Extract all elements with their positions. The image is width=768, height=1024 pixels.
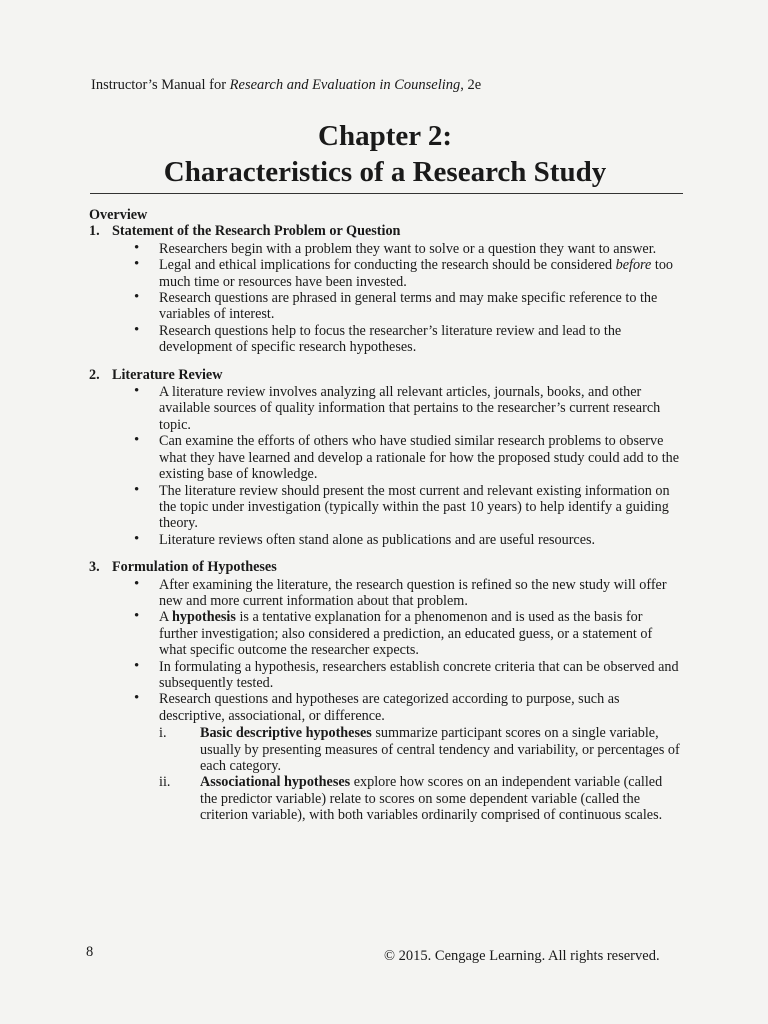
list-item [89,774,681,823]
chapter-number: Chapter 2: [318,120,452,152]
section-heading [89,223,681,239]
subitem-term: Basic descriptive hypotheses [200,725,372,742]
bullet-text: A literature review involves analyzing all relevant articles, journals, books, and other available sources of quality information that pertains to the researcher’s current research topic. [159,384,661,433]
bullet-text: Research questions are phrased in general terms and may make specific reference to the variables of interest. [159,290,658,323]
bullet-icon: • [134,690,140,707]
sub-list [89,725,681,823]
roman-numeral: i. [159,725,167,742]
list-item [89,257,681,290]
list-item [89,323,681,356]
section-1 [89,223,681,355]
chapter-title [90,118,680,190]
bullet-text: A [159,609,173,626]
roman-numeral: ii. [159,774,171,791]
bullet-list [89,384,681,548]
list-item [89,290,681,323]
bullet-emphasis: before [615,257,652,274]
page-content [89,207,681,824]
bullet-text: Can examine the efforts of others who have studied similar research problems to observe what they have learned and develop a rationale for how the proposed study could add to the existing base of knowledge. [159,433,680,483]
subitem-text: explore how scores on an independent variable (called the predictor variable) relate to scores on some dependent variable (called the criterion variable), with both variables ordinarily comprised of continuous scales. [200,774,663,824]
bullet-icon: • [134,608,140,625]
bullet-text: is a tentative explanation for a phenomenon and is used as the basis for further investigation; also considered a prediction, an educated guess, or a statement of what specific outcome the researcher expects. [159,609,653,659]
section-title: Formulation of Hypotheses [112,559,277,576]
list-item [89,725,681,774]
overview-heading: Overview [89,207,148,223]
bullet-icon: • [134,239,140,256]
bullet-text: Legal and ethical implications for conducting the research should be considered [159,257,616,274]
bullet-text: Research questions and hypotheses are categorized according to purpose, such as descriptive, associational, or difference. [159,691,620,724]
subitem-term: Associational hypotheses [200,774,351,791]
header-prefix: Instructor’s Manual for [91,77,230,93]
bullet-term: hypothesis [172,609,236,626]
copyright-notice: © 2015. Cengage Learning. All rights reserved. [384,948,660,964]
bullet-icon: • [134,432,140,449]
bullet-text: The literature review should present the most current and relevant existing information on the topic under investigation (typically within the past 10 years) to help identify a guiding theory. [159,482,670,532]
bullet-icon: • [134,481,140,498]
section-3 [89,559,681,824]
list-item [89,241,681,257]
bullet-text: After examining the literature, the research question is refined so the new study will offer new and more current information about that problem. [159,576,667,609]
list-item [89,483,681,532]
list-item [89,659,681,692]
section-number: 3. [89,559,100,576]
section-title: Statement of the Research Problem or Question [112,223,401,240]
list-item [89,577,681,610]
bullet-icon: • [134,657,140,674]
section-heading [89,559,681,575]
page-number: 8 [86,944,94,960]
list-item [89,691,681,724]
header-suffix: , 2e [460,77,482,93]
bullet-icon: • [134,383,140,400]
bullet-icon: • [134,321,140,338]
section-number: 2. [89,366,100,383]
section-number: 1. [89,223,100,240]
bullet-icon: • [134,256,140,273]
chapter-name: Characteristics of a Research Study [163,156,607,188]
title-rule [90,193,683,194]
section-2 [89,367,681,548]
section-heading [89,367,681,383]
bullet-text: too much time or resources have been invested. [159,257,674,290]
list-item [89,609,681,658]
list-item [89,433,681,482]
header-book-title: Research and Evaluation in Counseling [229,77,461,93]
list-item [89,384,681,433]
running-header [91,77,481,94]
list-item [89,532,681,548]
bullet-list [89,241,681,356]
bullet-text: In formulating a hypothesis, researchers establish concrete criteria that can be observed and subsequently tested. [159,658,679,691]
subitem-text: summarize participant scores on a single variable, usually by presenting measures of central tendency and variability, or percentages of each category. [200,725,680,774]
bullet-list [89,577,681,725]
bullet-text: Literature reviews often stand alone as publications and are useful resources. [159,531,596,548]
section-title: Literature Review [112,366,223,383]
bullet-icon: • [134,530,140,547]
bullet-icon: • [134,289,140,306]
bullet-text: Research questions help to focus the researcher’s literature review and lead to the development of specific research hypotheses. [159,322,622,356]
bullet-icon: • [134,575,140,592]
bullet-text: Researchers begin with a problem they want to solve or a question they want to answer. [159,240,657,257]
